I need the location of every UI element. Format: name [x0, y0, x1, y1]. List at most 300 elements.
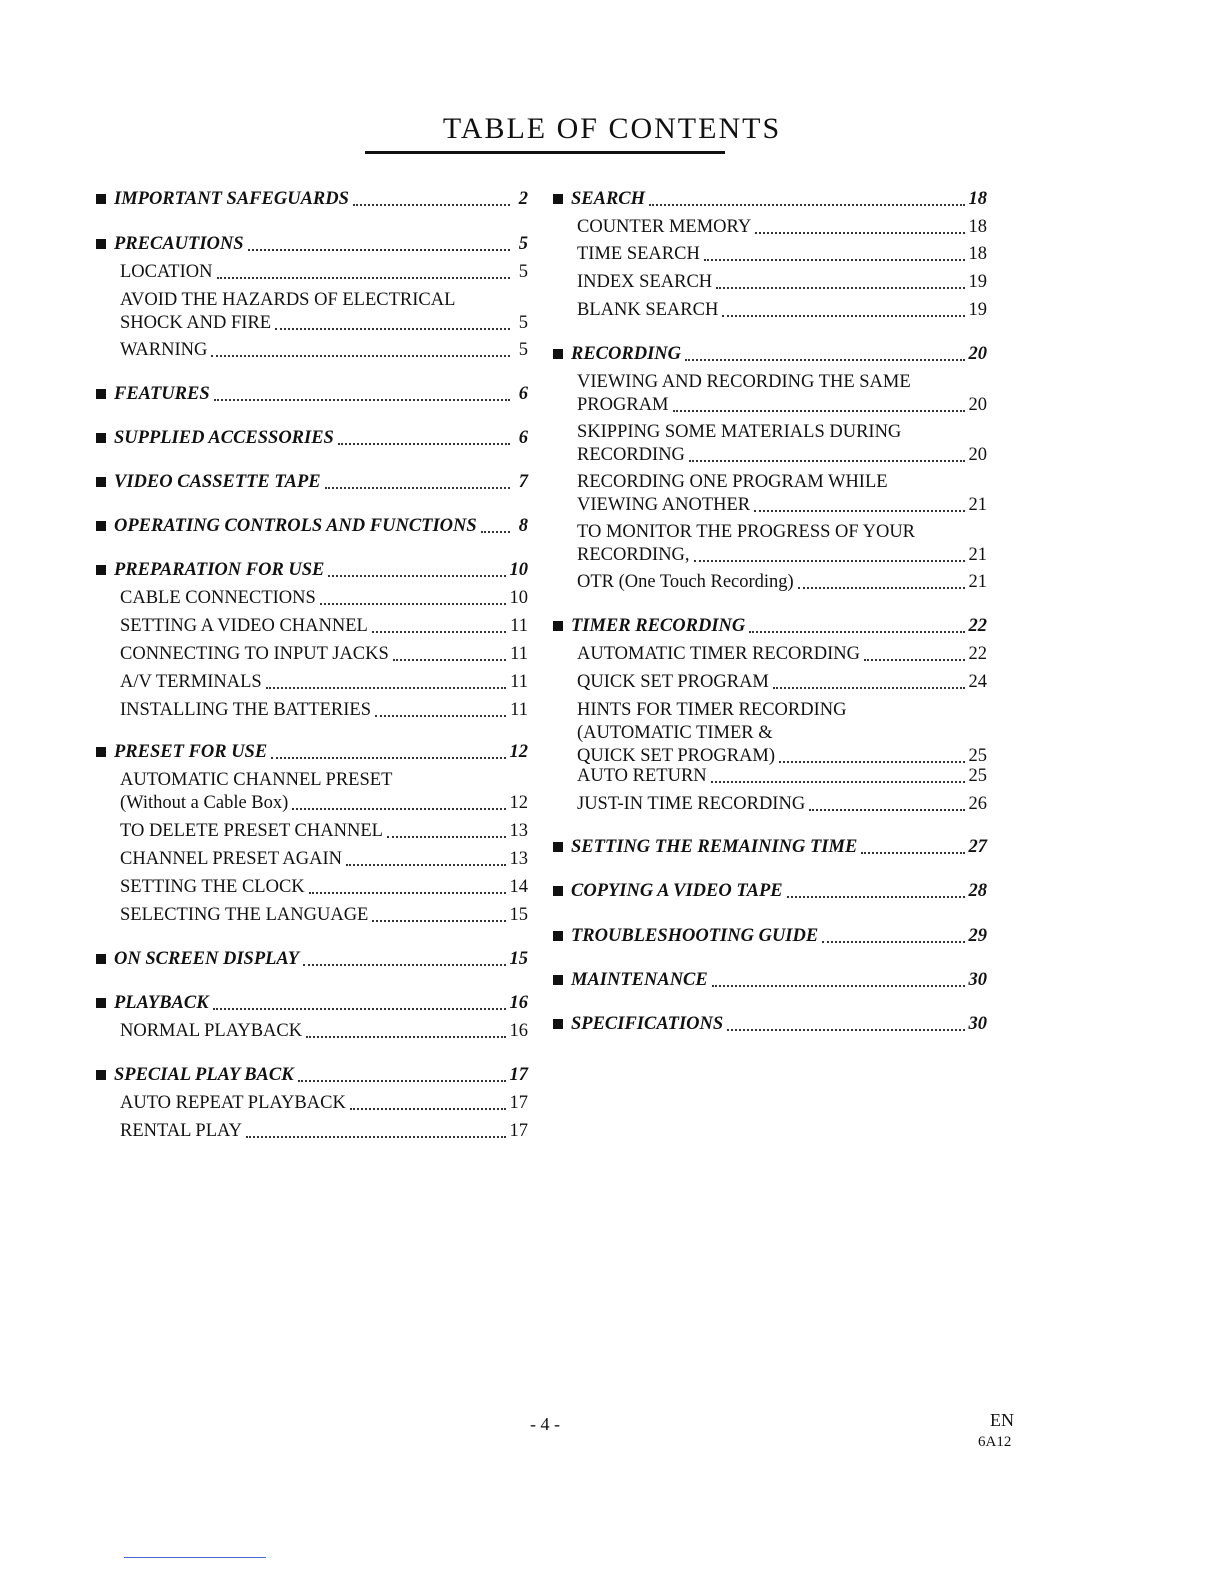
- toc-entry-label: SETTING A VIDEO CHANNEL: [120, 616, 368, 636]
- square-bullet-icon: [96, 194, 106, 204]
- toc-entry-line: [553, 615, 987, 638]
- toc-entry-line: [120, 1020, 528, 1043]
- toc-entry-label: IMPORTANT SAFEGUARDS: [114, 189, 349, 209]
- toc-entry-label: RECORDING: [577, 445, 685, 465]
- corner-mark: [124, 1557, 266, 1558]
- dot-leader: [673, 410, 965, 412]
- toc-entry-label-wrap: [120, 643, 389, 666]
- toc-entry-line: [577, 544, 987, 567]
- dot-leader: [350, 1108, 506, 1110]
- toc-entry-line: [577, 671, 987, 694]
- toc-entry-label-wrap: [120, 312, 271, 335]
- square-bullet-icon: [553, 349, 563, 359]
- dot-leader: [375, 715, 506, 717]
- toc-entry-page: 11: [510, 700, 528, 720]
- toc-entry-label-wrap: [96, 427, 334, 450]
- toc-entry-heading-line: AVOID THE HAZARDS OF ELECTRICAL: [120, 290, 456, 310]
- toc-entry-label: BLANK SEARCH: [577, 300, 719, 320]
- toc-entry-label-wrap: [120, 261, 213, 284]
- toc-entry: [96, 876, 528, 899]
- toc-entry: [96, 904, 528, 927]
- toc-entry: [553, 471, 987, 517]
- toc-entry: [553, 836, 987, 859]
- toc-entry-label: FEATURES: [114, 384, 210, 404]
- toc-entry-page: 28: [968, 881, 987, 901]
- toc-entry-page: 5: [518, 340, 528, 360]
- toc-entry-line: [553, 836, 987, 859]
- toc-entry-page: 12: [509, 742, 528, 762]
- toc-entry-label-wrap: [553, 880, 783, 903]
- toc-entry-page: 22: [968, 644, 987, 664]
- dot-leader: [372, 631, 506, 633]
- toc-entry-line: [577, 793, 987, 816]
- toc-entry-label-wrap: [96, 471, 321, 494]
- dot-leader: [393, 659, 506, 661]
- title-underline: [365, 151, 725, 154]
- toc-entry-page: 20: [968, 344, 987, 364]
- toc-entry-label-wrap: [96, 948, 299, 971]
- toc-entry-label-wrap: [553, 343, 681, 366]
- toc-entry-line: [120, 339, 528, 362]
- toc-entry-page: 30: [968, 1014, 987, 1034]
- toc-entry-page: 21: [968, 572, 987, 592]
- document-code: 6A12: [978, 1434, 1012, 1450]
- toc-entry-line: [120, 848, 528, 871]
- dot-leader: [694, 560, 965, 562]
- toc-entry-line: [553, 969, 987, 992]
- toc-entry: [553, 699, 987, 768]
- dot-leader: [689, 460, 965, 462]
- dot-leader: [727, 1029, 964, 1031]
- toc-entry-page: 7: [518, 472, 528, 492]
- dot-leader: [292, 808, 505, 810]
- square-bullet-icon: [553, 975, 563, 985]
- toc-entry-line: [577, 216, 987, 239]
- toc-entry-line: [577, 643, 987, 666]
- dot-leader: [716, 287, 964, 289]
- square-bullet-icon: [96, 239, 106, 249]
- dot-leader: [749, 631, 964, 633]
- dot-leader: [214, 399, 510, 401]
- toc-entry: [553, 521, 987, 567]
- square-bullet-icon: [96, 521, 106, 531]
- toc-entry: [553, 793, 987, 816]
- language-code: EN: [990, 1410, 1014, 1430]
- toc-entry: [553, 271, 987, 294]
- toc-entry-label: INSTALLING THE BATTERIES: [120, 700, 371, 720]
- page-number: - 4 -: [530, 1414, 560, 1434]
- toc-entry: [96, 671, 528, 694]
- toc-entry-label-wrap: [120, 792, 288, 815]
- dot-leader: [787, 896, 965, 898]
- toc-entry-label-wrap: [577, 571, 794, 594]
- toc-entry-line: [96, 471, 528, 494]
- toc-entry-page: 22: [968, 616, 987, 636]
- toc-entry-page: 29: [968, 926, 987, 946]
- toc-entry-line: [96, 992, 528, 1015]
- toc-entry-page: 16: [509, 1021, 528, 1041]
- dot-leader: [481, 531, 510, 533]
- toc-entry-line: [553, 343, 987, 366]
- square-bullet-icon: [96, 954, 106, 964]
- toc-entry-label-wrap: [120, 671, 262, 694]
- toc-entry: [96, 741, 528, 764]
- dot-leader: [303, 964, 505, 966]
- toc-entry-label: SEARCH: [571, 189, 646, 209]
- toc-entry-label-wrap: [577, 444, 685, 467]
- toc-entry: [553, 216, 987, 239]
- toc-entry-label-wrap: [96, 188, 349, 211]
- toc-entry-line: [577, 765, 987, 788]
- toc-entry-label-wrap: [577, 671, 769, 694]
- dot-leader: [353, 204, 510, 206]
- toc-entry: [96, 1120, 528, 1143]
- toc-entry-label: (Without a Cable Box): [120, 793, 289, 813]
- toc-entry-label: TIMER RECORDING: [571, 616, 746, 636]
- toc-entry-line: [120, 820, 528, 843]
- toc-entry-page: 13: [509, 821, 528, 841]
- toc-entry-line: [96, 948, 528, 971]
- toc-entry: [96, 1020, 528, 1043]
- toc-entry-label: PLAYBACK: [114, 993, 209, 1013]
- toc-entry-label: OPERATING CONTROLS AND FUNCTIONS: [114, 516, 477, 536]
- toc-entry-label: CABLE CONNECTIONS: [120, 588, 316, 608]
- toc-entry: [553, 243, 987, 266]
- toc-entry: [96, 615, 528, 638]
- toc-entry-heading-line: HINTS FOR TIMER RECORDING: [577, 700, 847, 720]
- toc-entry-label: SHOCK AND FIRE: [120, 313, 272, 333]
- dot-leader: [649, 204, 964, 206]
- toc-entry: [96, 643, 528, 666]
- toc-entry-page: 20: [968, 445, 987, 465]
- toc-entry-label: PREPARATION FOR USE: [114, 560, 325, 580]
- dot-leader: [246, 1136, 505, 1138]
- toc-entry: [553, 671, 987, 694]
- toc-entry-page: 19: [968, 272, 987, 292]
- toc-entry-label: INDEX SEARCH: [577, 272, 713, 292]
- toc-entry-page: 14: [509, 877, 528, 897]
- toc-entry: [553, 643, 987, 666]
- toc-entry: [553, 371, 987, 417]
- toc-entry-label: QUICK SET PROGRAM): [577, 746, 776, 766]
- toc-entry-label: SPECIAL PLAY BACK: [114, 1065, 294, 1085]
- toc-entry-label-wrap: [120, 1020, 302, 1043]
- dot-leader: [685, 359, 965, 361]
- square-bullet-icon: [96, 477, 106, 487]
- toc-entry: [96, 820, 528, 843]
- square-bullet-icon: [96, 747, 106, 757]
- toc-entry: [553, 765, 987, 788]
- dot-leader: [779, 761, 964, 763]
- toc-entry: [96, 1064, 528, 1087]
- toc-entry-line: [120, 261, 528, 284]
- toc-entry-page: 15: [509, 905, 528, 925]
- toc-entry-label-wrap: [553, 836, 857, 859]
- toc-entry-page: 5: [518, 313, 528, 333]
- toc-entry-heading-line: SKIPPING SOME MATERIALS DURING: [577, 422, 902, 442]
- square-bullet-icon: [96, 998, 106, 1008]
- toc-entry-line: [120, 587, 528, 610]
- toc-entry-label: CHANNEL PRESET AGAIN: [120, 849, 343, 869]
- toc-entry-line: [120, 643, 528, 666]
- toc-entry-label: WARNING: [120, 340, 208, 360]
- dot-leader: [822, 941, 964, 943]
- toc-entry-page: 2: [518, 189, 528, 209]
- toc-entry-heading-line: AUTOMATIC CHANNEL PRESET: [120, 770, 393, 790]
- toc-entry-heading-line: TO MONITOR THE PROGRESS OF YOUR: [577, 522, 916, 542]
- toc-entry-label-wrap: [577, 243, 700, 266]
- toc-entry-label: TROUBLESHOOTING GUIDE: [571, 926, 819, 946]
- dot-leader: [217, 277, 511, 279]
- dot-leader: [755, 232, 964, 234]
- toc-entry-label-wrap: [96, 992, 209, 1015]
- toc-entry: [96, 261, 528, 284]
- toc-entry-page: 19: [968, 300, 987, 320]
- toc-entry-line: [120, 792, 528, 815]
- toc-entry: [553, 1013, 987, 1036]
- toc-entry-line: [553, 188, 987, 211]
- toc-entry-line: [120, 312, 528, 335]
- toc-entry-page: 26: [968, 794, 987, 814]
- dot-leader: [711, 781, 965, 783]
- toc-entry-page: 15: [509, 949, 528, 969]
- toc-entry-label-wrap: [120, 587, 316, 610]
- dot-leader: [338, 443, 510, 445]
- toc-entry-label-wrap: [553, 1013, 723, 1036]
- dot-leader: [387, 836, 506, 838]
- dot-leader: [306, 1036, 505, 1038]
- square-bullet-icon: [553, 194, 563, 204]
- toc-entry-label: A/V TERMINALS: [120, 672, 262, 692]
- toc-entry-label-wrap: [120, 615, 368, 638]
- dot-leader: [213, 1008, 506, 1010]
- toc-entry-line: [577, 494, 987, 517]
- toc-entry-line: [96, 1064, 528, 1087]
- toc-entry: [553, 188, 987, 211]
- toc-entry-page: 24: [968, 672, 987, 692]
- toc-entry-label: COPYING A VIDEO TAPE: [571, 881, 783, 901]
- toc-entry-line: [120, 1092, 528, 1115]
- toc-entry-label-wrap: [96, 1064, 294, 1087]
- toc-entry-label: RECORDING: [571, 344, 681, 364]
- toc-entry-line: [577, 271, 987, 294]
- toc-entry-line: [96, 515, 528, 538]
- toc-entry-page: 17: [509, 1093, 528, 1113]
- toc-entry-line: [120, 904, 528, 927]
- toc-entry: [553, 421, 987, 467]
- toc-entry-page: 18: [968, 189, 987, 209]
- toc-entry-page: 11: [510, 644, 528, 664]
- toc-entry-line: [96, 188, 528, 211]
- toc-entry: [96, 383, 528, 406]
- toc-entry-label: SELECTING THE LANGUAGE: [120, 905, 369, 925]
- toc-entry-page: 18: [968, 217, 987, 237]
- toc-entry: [553, 343, 987, 366]
- toc-entry-label-wrap: [577, 544, 690, 567]
- toc-entry-line: [577, 299, 987, 322]
- toc-entry-page: 5: [518, 234, 528, 254]
- toc-entry-heading-line: (AUTOMATIC TIMER &: [577, 723, 773, 743]
- toc-entry-page: 17: [509, 1121, 528, 1141]
- toc-entry-label-wrap: [553, 925, 818, 948]
- toc-entry-label: VIDEO CASSETTE TAPE: [114, 472, 321, 492]
- toc-entry-label-wrap: [120, 699, 371, 722]
- toc-entry-label-wrap: [96, 233, 244, 256]
- toc-entry-page: 10: [509, 560, 528, 580]
- toc-entry-line: [577, 571, 987, 594]
- toc-entry-page: 11: [510, 616, 528, 636]
- dot-leader: [712, 985, 965, 987]
- dot-leader: [271, 757, 505, 759]
- toc-entry-label: VIEWING ANOTHER: [577, 495, 751, 515]
- toc-entry-label-wrap: [120, 876, 305, 899]
- toc-entry-page: 18: [968, 244, 987, 264]
- toc-entry-label: RECORDING,: [577, 545, 690, 565]
- toc-entry-page: 20: [968, 395, 987, 415]
- toc-entry-label: SUPPLIED ACCESSORIES: [114, 428, 334, 448]
- toc-entry-label-wrap: [120, 1092, 346, 1115]
- toc-entry-label: RENTAL PLAY: [120, 1121, 243, 1141]
- toc-entry-label-wrap: [120, 904, 368, 927]
- toc-entry-page: 13: [509, 849, 528, 869]
- toc-entry-page: 25: [968, 746, 987, 766]
- toc-entry-label-wrap: [553, 615, 745, 638]
- dot-leader: [211, 355, 510, 357]
- toc-entry-label-wrap: [577, 299, 718, 322]
- toc-entry-label-wrap: [120, 1120, 242, 1143]
- dot-leader: [704, 259, 965, 261]
- toc-entry-label: COUNTER MEMORY: [577, 217, 752, 237]
- toc-entry-label: MAINTENANCE: [571, 970, 708, 990]
- toc-entry-label: JUST-IN TIME RECORDING: [577, 794, 806, 814]
- dot-leader: [864, 659, 965, 661]
- square-bullet-icon: [96, 433, 106, 443]
- toc-entry-page: 11: [510, 672, 528, 692]
- dot-leader: [809, 809, 964, 811]
- dot-leader: [320, 603, 506, 605]
- square-bullet-icon: [553, 1019, 563, 1029]
- toc-entry-label: PROGRAM: [577, 395, 669, 415]
- toc-entry-page: 6: [518, 428, 528, 448]
- toc-entry-label-wrap: [577, 271, 712, 294]
- square-bullet-icon: [553, 931, 563, 941]
- toc-entry-label: AUTOMATIC TIMER RECORDING: [577, 644, 860, 664]
- toc-entry: [553, 615, 987, 638]
- toc-entry-line: [577, 444, 987, 467]
- toc-entry-line: [96, 427, 528, 450]
- dot-leader: [773, 687, 965, 689]
- toc-entry: [96, 188, 528, 211]
- toc-entry-page: 6: [518, 384, 528, 404]
- dot-leader: [346, 864, 505, 866]
- toc-entry-label: PRESET FOR USE: [114, 742, 268, 762]
- toc-entry-label-wrap: [120, 339, 207, 362]
- toc-entry-page: 17: [509, 1065, 528, 1085]
- toc-entry: [96, 992, 528, 1015]
- toc-entry-page: 27: [968, 837, 987, 857]
- toc-entry-label-wrap: [96, 559, 324, 582]
- toc-entry: [96, 1092, 528, 1115]
- dot-leader: [298, 1080, 506, 1082]
- toc-entry: [96, 699, 528, 722]
- square-bullet-icon: [553, 842, 563, 852]
- toc-entry-page: 5: [518, 262, 528, 282]
- toc-entry: [553, 880, 987, 903]
- toc-entry: [553, 925, 987, 948]
- toc-entry-label: TIME SEARCH: [577, 244, 700, 264]
- toc-entry-line: [577, 243, 987, 266]
- toc-entry-line: [120, 876, 528, 899]
- toc-entry-line: [120, 1120, 528, 1143]
- square-bullet-icon: [96, 389, 106, 399]
- toc-entry-label-wrap: [120, 820, 383, 843]
- toc-entry-label-wrap: [577, 216, 751, 239]
- dot-leader: [266, 687, 506, 689]
- toc-entry-page: 10: [509, 588, 528, 608]
- toc-entry: [96, 587, 528, 610]
- toc-entry: [96, 948, 528, 971]
- toc-entry-line: [120, 699, 528, 722]
- square-bullet-icon: [553, 886, 563, 896]
- dot-leader: [861, 852, 964, 854]
- toc-entry: [96, 233, 528, 256]
- square-bullet-icon: [96, 1070, 106, 1080]
- toc-entry-page: 25: [968, 766, 987, 786]
- square-bullet-icon: [553, 621, 563, 631]
- square-bullet-icon: [96, 565, 106, 575]
- dot-leader: [372, 920, 505, 922]
- toc-entry-line: [553, 1013, 987, 1036]
- toc-entry-label: OTR (One Touch Recording): [577, 572, 794, 592]
- toc-entry-label-wrap: [96, 515, 477, 538]
- toc-entry-line: [120, 671, 528, 694]
- toc-entry: [553, 299, 987, 322]
- toc-entry-line: [553, 880, 987, 903]
- toc-entry-page: 12: [509, 793, 528, 813]
- dot-leader: [798, 587, 965, 589]
- toc-entry: [96, 427, 528, 450]
- toc-entry-label: CONNECTING TO INPUT JACKS: [120, 644, 389, 664]
- toc-entry: [553, 571, 987, 594]
- toc-entry-label: SPECIFICATIONS: [571, 1014, 724, 1034]
- toc-entry: [96, 515, 528, 538]
- toc-entry: [96, 559, 528, 582]
- toc-entry-page: 8: [518, 516, 528, 536]
- toc-entry-label: AUTO REPEAT PLAYBACK: [120, 1093, 346, 1113]
- toc-entry-label-wrap: [96, 383, 210, 406]
- toc-entry-label-wrap: [577, 494, 750, 517]
- toc-entry-label: AUTO RETURN: [577, 766, 707, 786]
- toc-entry-label-wrap: [577, 765, 707, 788]
- toc-entry-heading-line: RECORDING ONE PROGRAM WHILE: [577, 472, 888, 492]
- toc-entry-label-wrap: [577, 643, 860, 666]
- toc-entry-line: [577, 394, 987, 417]
- toc-entry-page: 30: [968, 970, 987, 990]
- toc-entry-label: NORMAL PLAYBACK: [120, 1021, 303, 1041]
- dot-leader: [275, 328, 510, 330]
- dot-leader: [248, 249, 510, 251]
- toc-entry-label-wrap: [577, 793, 805, 816]
- toc-entry-label-wrap: [577, 394, 669, 417]
- dot-leader: [754, 510, 964, 512]
- toc-entry-line: [96, 383, 528, 406]
- toc-entry-label-wrap: [553, 188, 645, 211]
- toc-entry: [96, 339, 528, 362]
- toc-entry: [96, 848, 528, 871]
- toc-entry-line: [96, 233, 528, 256]
- toc-entry-label: QUICK SET PROGRAM: [577, 672, 769, 692]
- toc-entry-label-wrap: [553, 969, 708, 992]
